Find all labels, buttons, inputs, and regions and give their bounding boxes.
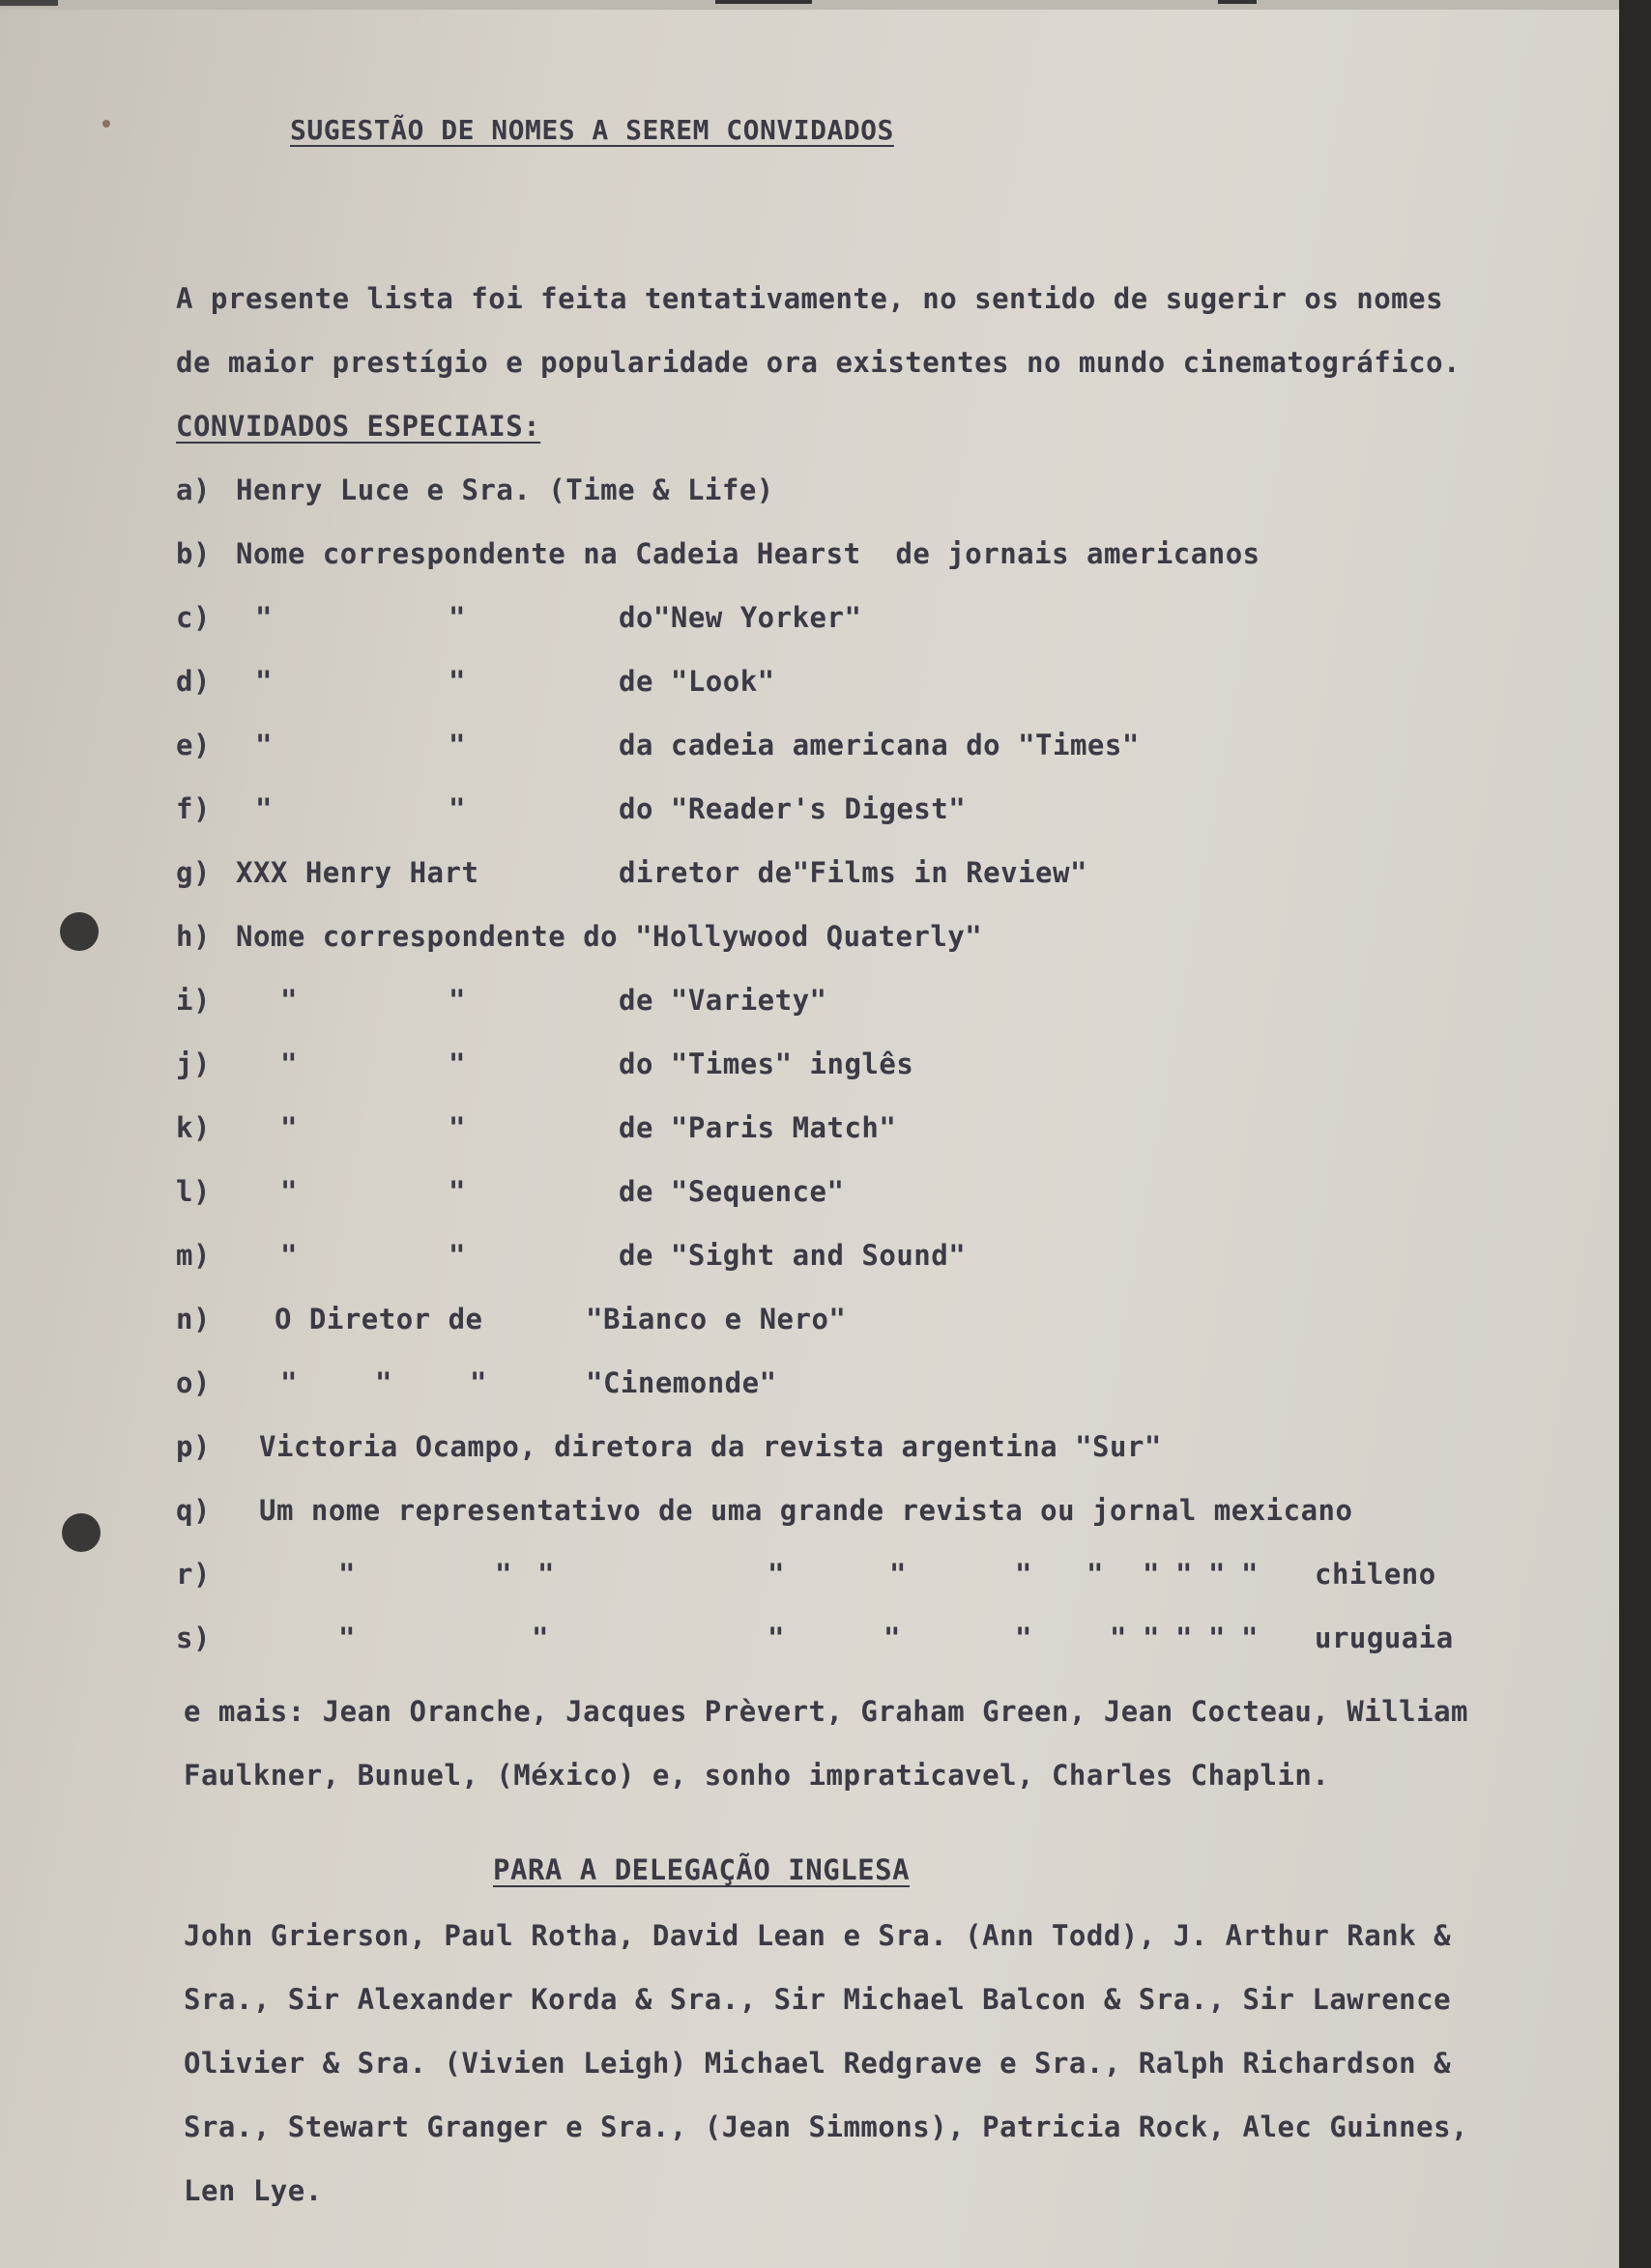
item-name: XXX Henry Hart: [236, 856, 479, 889]
item-label: h): [176, 920, 211, 953]
ditto-mark: ": [1015, 1622, 1032, 1654]
item-label: c): [176, 601, 211, 634]
item-label: s): [176, 1622, 211, 1654]
ditto-mark: ": [883, 1622, 901, 1654]
ditto-mark: ": [1241, 1622, 1259, 1654]
ditto-mark: ": [255, 665, 273, 698]
ditto-mark: ": [280, 984, 298, 1017]
edge-shadow: [0, 0, 58, 6]
ditto-mark: ": [449, 1111, 466, 1144]
item-label: a): [176, 474, 211, 506]
edge-shadow: [1218, 0, 1257, 4]
ditto-mark: ": [532, 1622, 549, 1654]
ditto-mark: ": [449, 984, 466, 1017]
item-publication: de "Sight and Sound": [619, 1239, 967, 1272]
ditto-mark: ": [449, 1239, 466, 1272]
ditto-mark: ": [449, 729, 466, 761]
ditto-mark: ": [338, 1558, 356, 1591]
item-label: o): [176, 1366, 211, 1399]
ditto-mark: ": [255, 729, 273, 761]
item-label: l): [176, 1175, 211, 1208]
special-guests-heading: CONVIDADOS ESPECIAIS:: [176, 410, 541, 443]
item-publication: de "Sequence": [619, 1175, 845, 1208]
punch-hole: [62, 1513, 101, 1552]
ditto-mark: ": [255, 601, 273, 634]
item-publication: uruguaia: [1315, 1622, 1454, 1654]
item-label: f): [176, 792, 211, 825]
ditto-mark: ": [1208, 1558, 1226, 1591]
item-text: Um nome representativo de uma grande revista ou jornal mexicano: [259, 1494, 1353, 1527]
ditto-mark: ": [889, 1558, 907, 1591]
delegation-line: Sra., Sir Alexander Korda & Sra., Sir Michael Balcon & Sra., Sir Lawrence: [184, 1983, 1452, 2016]
ditto-mark: ": [280, 1175, 298, 1208]
document-title: SUGESTÃO DE NOMES A SEREM CONVIDADOS: [290, 114, 894, 146]
item-publication: do"New Yorker": [619, 601, 862, 634]
ditto-mark: ": [449, 665, 466, 698]
ditto-mark: ": [280, 1111, 298, 1144]
item-label: r): [176, 1558, 211, 1591]
edge-shadow: [715, 0, 812, 4]
punch-hole: [60, 912, 99, 951]
item-name: O Diretor de: [275, 1303, 483, 1335]
delegation-line: John Grierson, Paul Rotha, David Lean e Sra. (Ann Todd), J. Arthur Rank &: [184, 1919, 1452, 1952]
ditto-mark: ": [1086, 1558, 1104, 1591]
ditto-mark: ": [1208, 1622, 1226, 1654]
ditto-mark: ": [495, 1558, 512, 1591]
item-text: Nome correspondente na Cadeia Hearst de jornais americanos: [236, 537, 1260, 570]
item-label: j): [176, 1048, 211, 1080]
item-publication: da cadeia americana do "Times": [619, 729, 1140, 761]
ditto-mark: ": [449, 601, 466, 634]
ditto-mark: ": [1110, 1622, 1127, 1654]
ditto-mark: ": [338, 1622, 356, 1654]
paper-top-edge: [0, 0, 1619, 10]
item-label: m): [176, 1239, 211, 1272]
ditto-mark: ": [1175, 1622, 1193, 1654]
ditto-mark: ": [449, 792, 466, 825]
ditto-mark: ": [768, 1622, 785, 1654]
ditto-mark: ": [768, 1558, 785, 1591]
item-label: i): [176, 984, 211, 1017]
ditto-mark: ": [1175, 1558, 1193, 1591]
ditto-mark: ": [280, 1239, 298, 1272]
item-text: Nome correspondente do "Hollywood Quaterly": [236, 920, 983, 953]
ditto-mark: ": [470, 1366, 487, 1399]
intro-line: de maior prestígio e popularidade ora existentes no mundo cinematográfico.: [176, 346, 1462, 379]
item-label: k): [176, 1111, 211, 1144]
ditto-mark: ": [1015, 1558, 1032, 1591]
item-label: g): [176, 856, 211, 889]
paper-speck: [102, 120, 110, 128]
item-label: p): [176, 1430, 211, 1463]
ditto-mark: ": [537, 1558, 555, 1591]
ditto-mark: ": [449, 1175, 466, 1208]
item-publication: chileno: [1315, 1558, 1436, 1591]
item-publication: de "Paris Match": [619, 1111, 897, 1144]
ditto-mark: ": [255, 792, 273, 825]
extra-names-line: Faulkner, Bunuel, (México) e, sonho impraticavel, Charles Chaplin.: [184, 1759, 1330, 1792]
ditto-mark: ": [1241, 1558, 1259, 1591]
ditto-mark: ": [1143, 1622, 1160, 1654]
item-publication: de "Variety": [619, 984, 827, 1017]
item-label: d): [176, 665, 211, 698]
item-publication: "Cinemonde": [586, 1366, 777, 1399]
intro-line: A presente lista foi feita tentativamente, no sentido de sugerir os nomes: [176, 282, 1444, 315]
ditto-mark: ": [449, 1048, 466, 1080]
item-label: n): [176, 1303, 211, 1335]
item-text: Henry Luce e Sra. (Time & Life): [236, 474, 774, 506]
item-text: Victoria Ocampo, diretora da revista argentina "Sur": [259, 1430, 1162, 1463]
item-label: e): [176, 729, 211, 761]
item-publication: do "Times" inglês: [619, 1048, 914, 1080]
delegation-line: Len Lye.: [184, 2174, 323, 2207]
ditto-mark: ": [1143, 1558, 1160, 1591]
item-publication: de "Look": [619, 665, 775, 698]
ditto-mark: ": [375, 1366, 392, 1399]
item-publication: do "Reader's Digest": [619, 792, 967, 825]
delegation-heading: PARA A DELEGAÇÃO INGLESA: [493, 1853, 911, 1886]
extra-names-line: e mais: Jean Oranche, Jacques Prèvert, Graham Green, Jean Cocteau, William: [184, 1695, 1469, 1728]
delegation-line: Sra., Stewart Granger e Sra., (Jean Simmons), Patricia Rock, Alec Guinnes,: [184, 2110, 1469, 2143]
ditto-mark: ": [280, 1048, 298, 1080]
item-label: b): [176, 537, 211, 570]
ditto-mark: ": [280, 1366, 298, 1399]
item-publication: diretor de"Films in Review": [619, 856, 1087, 889]
item-publication: "Bianco e Nero": [586, 1303, 847, 1335]
item-label: q): [176, 1494, 211, 1527]
delegation-line: Olivier & Sra. (Vivien Leigh) Michael Redgrave e Sra., Ralph Richardson &: [184, 2047, 1452, 2080]
